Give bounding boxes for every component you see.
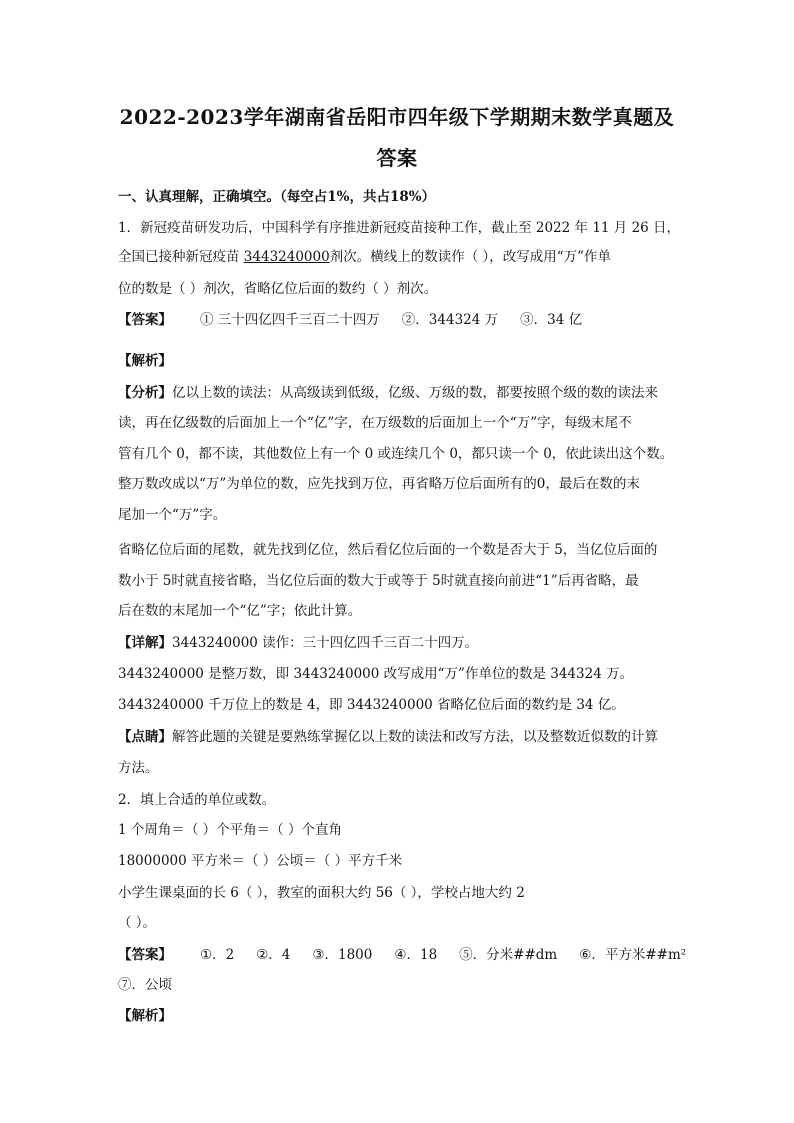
q1-detail-line-1: [118, 633, 678, 653]
q1-text-line-3: 位的数是（ ）剂次，省略亿位后面的数约（ ）剂次。: [118, 281, 438, 297]
q1-answer-3: ③．34 亿: [520, 312, 583, 328]
q2-text-line-3: 小学生课桌面的长 6（ ），教室的面积大约 56（ ），学校占地大约 2: [118, 885, 525, 901]
detail-tag: 【详解】: [118, 635, 172, 651]
fenxi-tag: 【分析】: [118, 385, 172, 401]
fenxi-text-1: 亿以上数的读法：从高级读到低级，亿级、万级的数，都要按照个级的数的读法来: [172, 385, 658, 401]
q2-answer-4: ④．18: [394, 947, 438, 963]
q2-answer-3: ③．1800: [312, 947, 373, 963]
q2-text-line-4: （ ）。: [118, 915, 157, 931]
q1-analysis-tag: 【解析】: [118, 353, 172, 369]
q1-fenxi-line-5: 尾加一个“万”字。: [118, 507, 227, 523]
detail-text-1: 3443240000 读作：三十四亿四千三百二十四万。: [172, 635, 479, 651]
q2-text-line-1: 1 个周角＝（ ）个平角＝（ ）个直角: [118, 822, 342, 838]
q1-fenxi-line-2: 读，再在亿级数的后面加上一个“亿”字，在万级数的后面加上一个“万”字，每级末尾不: [118, 415, 632, 431]
q1-fenxi-line-8: 后在数的末尾加一个“亿”字；依此计算。: [118, 603, 362, 619]
q1-text-line-2: [118, 247, 678, 267]
q1-fenxi-line-1: [118, 383, 678, 403]
q1-detail-line-3: 3443240000 千万位上的数是 4，即 3443240000 省略亿位后面的数约是 34 亿。: [118, 697, 625, 713]
q1-fenxi-line-4: 整万数改成以“万”为单位的数，应先找到万位，再省略万位后面所有的0，最后在数的末: [118, 476, 640, 492]
section-heading: 一、认真理解，正确填空。（每空占1%，共占18%）: [118, 189, 436, 205]
q1-underlined-number: 3443240000: [243, 249, 330, 265]
q1-dianjing-line-2: 方法。: [118, 760, 159, 776]
q2-heading: 2．填上合适的单位或数。: [118, 792, 276, 808]
q2-text-line-2: 18000000 平方米＝（ ）公顷＝（ ）平方千米: [118, 853, 403, 869]
q1-dianjing-line-1: [118, 727, 678, 747]
q1-detail-line-2: 3443240000 是整万数，即 3443240000 改写成用“万”作单位的数是 344324 万。: [118, 666, 634, 682]
answer-tag: 【答案】: [118, 947, 172, 963]
q1-fenxi-line-7: 数小于 5时就直接省略，当亿位后面的数大于或等于 5时就直接向前进“1”后再省略，最: [118, 573, 639, 589]
page-title-line-1: 2022-2023学年湖南省岳阳市四年级下学期期末数学真题及: [119, 105, 675, 129]
answer-tag: 【答案】: [118, 312, 172, 328]
q2-answer-1: ①．2: [200, 947, 235, 963]
q2-answer-line-2: ⑦．公顷: [118, 977, 172, 993]
q1-fenxi-line-3: 管有几个 0，都不读，其他数位上有一个 0 或连续几个 0，都只读一个 0，依此读出这个数。: [118, 446, 674, 462]
q1-answer-1: ① 三十四亿四千三百二十四万: [200, 312, 380, 328]
q2-answer-2: ②．4: [256, 947, 291, 963]
q1-answer-line: [118, 310, 678, 330]
page-title-line-2: 答案: [376, 146, 418, 170]
q1-text-line-1: 1．新冠疫苗研发功后，中国科学有序推进新冠疫苗接种工作，截止至 2022 年 11 月 26 日，: [118, 220, 681, 236]
q1-fenxi-line-6: 省略亿位后面的尾数，就先找到亿位，然后看亿位后面的一个数是否大于 5，当亿位后面的: [118, 542, 658, 558]
q1-answer-2: ②．344324 万: [401, 312, 499, 328]
dianjing-tag: 【点睛】: [118, 729, 172, 745]
q1-text-part-a: 全国已接种新冠疫苗: [118, 249, 244, 265]
q2-answer-6: ⑥．平方米##m²: [579, 947, 687, 963]
dianjing-text-1: 解答此题的关键是要熟练掌握亿以上数的读法和改写方法，以及整数近似数的计算: [172, 729, 658, 745]
q2-answer-line: [118, 945, 687, 965]
q1-text-part-b: 剂次。横线上的数读作（ ），改写成用“万”作单: [329, 249, 612, 265]
q2-answer-5: ⑤．分米##dm: [459, 947, 558, 963]
q2-analysis-tag: 【解析】: [118, 1008, 172, 1024]
